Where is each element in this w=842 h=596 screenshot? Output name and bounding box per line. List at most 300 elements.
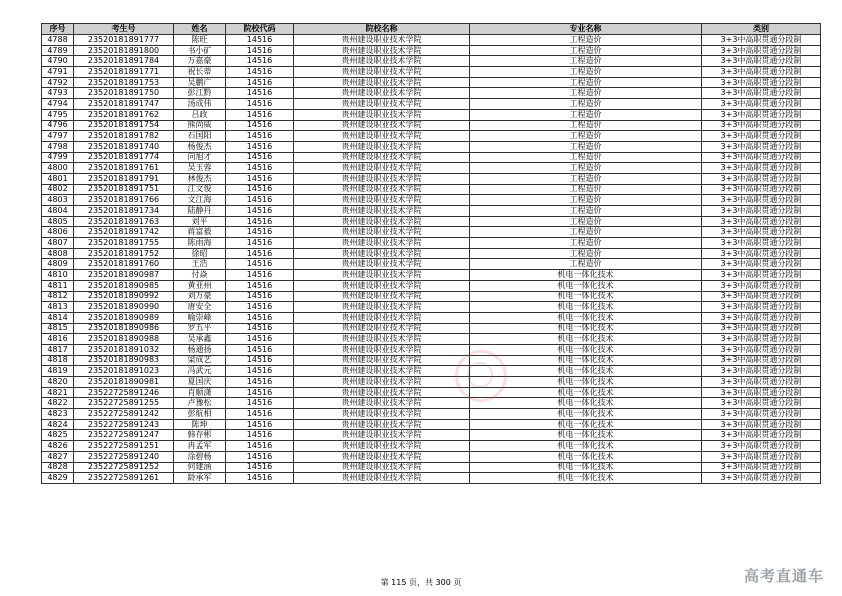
cell-category: 3+3中高职贯通分段制 [702, 206, 821, 217]
cell-major-name: 工程造价 [470, 163, 702, 174]
cell-seq: 4813 [42, 302, 74, 313]
cell-exam-id: 23522725891240 [74, 451, 174, 462]
cell-major-name: 工程造价 [470, 67, 702, 78]
cell-seq: 4799 [42, 152, 74, 163]
cell-school-name: 贵州建设职业技术学院 [294, 270, 470, 281]
cell-exam-id: 23522725891261 [74, 473, 174, 484]
cell-major-name: 机电一体化技术 [470, 280, 702, 291]
cell-school-name: 贵州建设职业技术学院 [294, 206, 470, 217]
cell-student-name: 卢豫松 [174, 398, 226, 409]
cell-student-name: 彭航相 [174, 409, 226, 420]
header-school-code: 院校代码 [226, 24, 294, 35]
cell-exam-id: 23520181891760 [74, 259, 174, 270]
cell-major-name: 机电一体化技术 [470, 409, 702, 420]
cell-school-code: 14516 [226, 473, 294, 484]
cell-school-code: 14516 [226, 259, 294, 270]
table-row [42, 323, 821, 334]
cell-major-name: 工程造价 [470, 259, 702, 270]
cell-student-name: 冉孟军 [174, 441, 226, 452]
cell-exam-id: 23520181891771 [74, 67, 174, 78]
cell-major-name: 工程造价 [470, 227, 702, 238]
cell-major-name: 工程造价 [470, 120, 702, 131]
cell-school-code: 14516 [226, 131, 294, 142]
cell-student-name: 陈旺 [174, 35, 226, 46]
cell-school-code: 14516 [226, 195, 294, 206]
cell-exam-id: 23520181891751 [74, 184, 174, 195]
table-row [42, 302, 821, 313]
cell-exam-id: 23520181890986 [74, 323, 174, 334]
cell-exam-id: 23522725891255 [74, 398, 174, 409]
cell-category: 3+3中高职贯通分段制 [702, 355, 821, 366]
cell-category: 3+3中高职贯通分段制 [702, 387, 821, 398]
cell-category: 3+3中高职贯通分段制 [702, 67, 821, 78]
table-row [42, 473, 821, 484]
table-row [42, 280, 821, 291]
cell-exam-id: 23520181891774 [74, 152, 174, 163]
cell-school-name: 贵州建设职业技术学院 [294, 131, 470, 142]
cell-school-name: 贵州建设职业技术学院 [294, 377, 470, 388]
cell-school-code: 14516 [226, 334, 294, 345]
cell-major-name: 工程造价 [470, 248, 702, 259]
cell-category: 3+3中高职贯通分段制 [702, 462, 821, 473]
cell-school-name: 贵州建设职业技术学院 [294, 45, 470, 56]
cell-student-name: 夏国庆 [174, 377, 226, 388]
table-row [42, 398, 821, 409]
cell-student-name: 杨俊杰 [174, 141, 226, 152]
cell-student-name: 梁成艺 [174, 355, 226, 366]
cell-category: 3+3中高职贯通分段制 [702, 270, 821, 281]
cell-category: 3+3中高职贯通分段制 [702, 35, 821, 46]
cell-major-name: 机电一体化技术 [470, 291, 702, 302]
cell-student-name: 向旭才 [174, 152, 226, 163]
cell-student-name: 韩存彬 [174, 430, 226, 441]
cell-school-name: 贵州建设职业技术学院 [294, 88, 470, 99]
cell-seq: 4823 [42, 409, 74, 420]
cell-school-name: 贵州建设职业技术学院 [294, 473, 470, 484]
cell-category: 3+3中高职贯通分段制 [702, 344, 821, 355]
cell-school-code: 14516 [226, 206, 294, 217]
cell-seq: 4817 [42, 344, 74, 355]
cell-seq: 4804 [42, 206, 74, 217]
cell-seq: 4789 [42, 45, 74, 56]
cell-school-code: 14516 [226, 173, 294, 184]
cell-category: 3+3中高职贯通分段制 [702, 430, 821, 441]
cell-seq: 4822 [42, 398, 74, 409]
cell-school-name: 贵州建设职业技术学院 [294, 227, 470, 238]
cell-exam-id: 23520181891800 [74, 45, 174, 56]
cell-school-name: 贵州建设职业技术学院 [294, 419, 470, 430]
cell-major-name: 工程造价 [470, 77, 702, 88]
cell-major-name: 机电一体化技术 [470, 398, 702, 409]
cell-school-code: 14516 [226, 355, 294, 366]
cell-exam-id: 23522725891246 [74, 387, 174, 398]
table-row [42, 312, 821, 323]
cell-student-name: 付焱 [174, 270, 226, 281]
cell-school-code: 14516 [226, 451, 294, 462]
table-header-row [42, 24, 821, 35]
cell-major-name: 工程造价 [470, 206, 702, 217]
cell-student-name: 吴承鑫 [174, 334, 226, 345]
cell-seq: 4805 [42, 216, 74, 227]
cell-major-name: 工程造价 [470, 195, 702, 206]
cell-exam-id: 23522725891251 [74, 441, 174, 452]
cell-student-name: 罗五平 [174, 323, 226, 334]
cell-school-code: 14516 [226, 387, 294, 398]
table-row [42, 227, 821, 238]
cell-seq: 4788 [42, 35, 74, 46]
cell-student-name: 林俊杰 [174, 173, 226, 184]
cell-major-name: 机电一体化技术 [470, 441, 702, 452]
cell-student-name: 吴玉蓉 [174, 163, 226, 174]
cell-student-name: 喻崇峰 [174, 312, 226, 323]
cell-seq: 4829 [42, 473, 74, 484]
cell-major-name: 工程造价 [470, 131, 702, 142]
cell-student-name: 吴鹏广 [174, 77, 226, 88]
cell-school-name: 贵州建设职业技术学院 [294, 366, 470, 377]
cell-school-name: 贵州建设职业技术学院 [294, 387, 470, 398]
cell-student-name: 汤成伟 [174, 99, 226, 110]
cell-seq: 4809 [42, 259, 74, 270]
cell-major-name: 机电一体化技术 [470, 451, 702, 462]
cell-school-name: 贵州建设职业技术学院 [294, 312, 470, 323]
cell-major-name: 机电一体化技术 [470, 366, 702, 377]
cell-seq: 4816 [42, 334, 74, 345]
cell-school-name: 贵州建设职业技术学院 [294, 173, 470, 184]
cell-major-name: 机电一体化技术 [470, 377, 702, 388]
table-row [42, 173, 821, 184]
cell-seq: 4812 [42, 291, 74, 302]
cell-school-name: 贵州建设职业技术学院 [294, 259, 470, 270]
cell-school-name: 贵州建设职业技术学院 [294, 120, 470, 131]
cell-seq: 4814 [42, 312, 74, 323]
cell-school-code: 14516 [226, 366, 294, 377]
table-row [42, 441, 821, 452]
cell-school-name: 贵州建设职业技术学院 [294, 152, 470, 163]
table-row [42, 56, 821, 67]
cell-category: 3+3中高职贯通分段制 [702, 377, 821, 388]
table-row [42, 355, 821, 366]
table-row [42, 195, 821, 206]
cell-exam-id: 23520181891747 [74, 99, 174, 110]
table-row [42, 270, 821, 281]
table-row [42, 152, 821, 163]
cell-category: 3+3中高职贯通分段制 [702, 323, 821, 334]
cell-school-code: 14516 [226, 270, 294, 281]
cell-exam-id: 23520181890992 [74, 291, 174, 302]
cell-seq: 4802 [42, 184, 74, 195]
cell-school-code: 14516 [226, 56, 294, 67]
table-row [42, 99, 821, 110]
cell-student-name: 冯武元 [174, 366, 226, 377]
cell-major-name: 机电一体化技术 [470, 387, 702, 398]
cell-exam-id: 23522725891247 [74, 430, 174, 441]
cell-school-name: 贵州建设职业技术学院 [294, 238, 470, 249]
cell-exam-id: 23520181891750 [74, 88, 174, 99]
cell-student-name: 蒋富毅 [174, 227, 226, 238]
cell-seq: 4801 [42, 173, 74, 184]
cell-school-code: 14516 [226, 227, 294, 238]
cell-student-name: 石国阳 [174, 131, 226, 142]
cell-seq: 4807 [42, 238, 74, 249]
cell-major-name: 工程造价 [470, 141, 702, 152]
cell-category: 3+3中高职贯通分段制 [702, 109, 821, 120]
cell-major-name: 工程造价 [470, 216, 702, 227]
table-row [42, 238, 821, 249]
cell-major-name: 工程造价 [470, 35, 702, 46]
table-row [42, 131, 821, 142]
cell-seq: 4808 [42, 248, 74, 259]
cell-exam-id: 23520181891791 [74, 173, 174, 184]
cell-student-name: 陆静丹 [174, 206, 226, 217]
cell-school-name: 贵州建设职业技术学院 [294, 216, 470, 227]
cell-major-name: 机电一体化技术 [470, 355, 702, 366]
cell-exam-id: 23520181890990 [74, 302, 174, 313]
cell-category: 3+3中高职贯通分段制 [702, 419, 821, 430]
cell-student-name: 龄承军 [174, 473, 226, 484]
cell-exam-id: 23520181890989 [74, 312, 174, 323]
cell-seq: 4825 [42, 430, 74, 441]
cell-school-code: 14516 [226, 109, 294, 120]
header-major: 专业名称 [470, 24, 702, 35]
cell-seq: 4798 [42, 141, 74, 152]
table-row [42, 88, 821, 99]
header-seq: 序号 [42, 24, 74, 35]
cell-student-name: 文江海 [174, 195, 226, 206]
cell-school-code: 14516 [226, 248, 294, 259]
watermark-seal [455, 350, 507, 402]
cell-category: 3+3中高职贯通分段制 [702, 259, 821, 270]
cell-school-code: 14516 [226, 377, 294, 388]
cell-student-name: 杨通扬 [174, 344, 226, 355]
cell-seq: 4821 [42, 387, 74, 398]
cell-seq: 4815 [42, 323, 74, 334]
cell-category: 3+3中高职贯通分段制 [702, 291, 821, 302]
cell-student-name: 书小矿 [174, 45, 226, 56]
cell-category: 3+3中高职贯通分段制 [702, 163, 821, 174]
cell-category: 3+3中高职贯通分段制 [702, 99, 821, 110]
cell-exam-id: 23522725891252 [74, 462, 174, 473]
header-exam-id: 考生号 [74, 24, 174, 35]
cell-school-code: 14516 [226, 409, 294, 420]
cell-student-name: 祝长蒂 [174, 67, 226, 78]
cell-school-name: 贵州建设职业技术学院 [294, 291, 470, 302]
cell-seq: 4793 [42, 88, 74, 99]
table-row [42, 419, 821, 430]
cell-student-name: 王浩 [174, 259, 226, 270]
cell-student-name: 彭江黔 [174, 88, 226, 99]
cell-student-name: 万嘉豪 [174, 56, 226, 67]
cell-school-name: 贵州建设职业技术学院 [294, 355, 470, 366]
cell-student-name: 吕政 [174, 109, 226, 120]
cell-exam-id: 23520181891777 [74, 35, 174, 46]
cell-exam-id: 23520181890987 [74, 270, 174, 281]
cell-student-name: 何建涵 [174, 462, 226, 473]
cell-category: 3+3中高职贯通分段制 [702, 120, 821, 131]
table-row [42, 184, 821, 195]
cell-seq: 4810 [42, 270, 74, 281]
cell-category: 3+3中高职贯通分段制 [702, 131, 821, 142]
cell-category: 3+3中高职贯通分段制 [702, 334, 821, 345]
cell-category: 3+3中高职贯通分段制 [702, 141, 821, 152]
table-row [42, 451, 821, 462]
cell-seq: 4819 [42, 366, 74, 377]
cell-school-code: 14516 [226, 184, 294, 195]
cell-category: 3+3中高职贯通分段制 [702, 56, 821, 67]
cell-exam-id: 23520181891782 [74, 131, 174, 142]
cell-exam-id: 23520181891740 [74, 141, 174, 152]
cell-school-code: 14516 [226, 35, 294, 46]
cell-student-name: 黄亚州 [174, 280, 226, 291]
brand-logo-text: 高考直通车 [743, 567, 824, 585]
table-row [42, 163, 821, 174]
table-row [42, 141, 821, 152]
cell-seq: 4826 [42, 441, 74, 452]
cell-major-name: 机电一体化技术 [470, 473, 702, 484]
cell-major-name: 工程造价 [470, 152, 702, 163]
cell-school-name: 贵州建设职业技术学院 [294, 462, 470, 473]
cell-school-code: 14516 [226, 441, 294, 452]
table-row [42, 206, 821, 217]
cell-school-code: 14516 [226, 291, 294, 302]
cell-major-name: 工程造价 [470, 109, 702, 120]
cell-school-code: 14516 [226, 141, 294, 152]
cell-school-name: 贵州建设职业技术学院 [294, 430, 470, 441]
cell-major-name: 机电一体化技术 [470, 312, 702, 323]
cell-exam-id: 23520181890983 [74, 355, 174, 366]
page-number: 第 115 页，共 300 页 [380, 578, 462, 587]
cell-school-code: 14516 [226, 312, 294, 323]
cell-exam-id: 23520181891753 [74, 77, 174, 88]
cell-exam-id: 23520181891755 [74, 238, 174, 249]
admission-roster-table [41, 23, 821, 484]
cell-major-name: 工程造价 [470, 45, 702, 56]
cell-exam-id: 23522725891243 [74, 419, 174, 430]
cell-school-name: 贵州建设职业技术学院 [294, 56, 470, 67]
cell-school-code: 14516 [226, 152, 294, 163]
cell-school-name: 贵州建设职业技术学院 [294, 409, 470, 420]
table-row [42, 35, 821, 46]
cell-seq: 4824 [42, 419, 74, 430]
table-body [42, 35, 821, 484]
cell-category: 3+3中高职贯通分段制 [702, 302, 821, 313]
cell-seq: 4827 [42, 451, 74, 462]
cell-category: 3+3中高职贯通分段制 [702, 409, 821, 420]
cell-category: 3+3中高职贯通分段制 [702, 184, 821, 195]
cell-exam-id: 23520181891752 [74, 248, 174, 259]
table-row [42, 109, 821, 120]
cell-school-code: 14516 [226, 77, 294, 88]
cell-major-name: 机电一体化技术 [470, 430, 702, 441]
header-category: 类别 [702, 24, 821, 35]
cell-seq: 4796 [42, 120, 74, 131]
cell-student-name: 徐昭 [174, 248, 226, 259]
cell-category: 3+3中高职贯通分段制 [702, 312, 821, 323]
cell-seq: 4794 [42, 99, 74, 110]
cell-student-name: 涂碧杨 [174, 451, 226, 462]
cell-seq: 4806 [42, 227, 74, 238]
cell-major-name: 工程造价 [470, 173, 702, 184]
cell-category: 3+3中高职贯通分段制 [702, 366, 821, 377]
cell-student-name: 肖顺潇 [174, 387, 226, 398]
cell-major-name: 工程造价 [470, 99, 702, 110]
cell-school-name: 贵州建设职业技术学院 [294, 109, 470, 120]
cell-exam-id: 23520181891734 [74, 206, 174, 217]
cell-student-name: 唐安全 [174, 302, 226, 313]
cell-category: 3+3中高职贯通分段制 [702, 280, 821, 291]
cell-student-name: 陈坤 [174, 419, 226, 430]
cell-major-name: 工程造价 [470, 88, 702, 99]
cell-category: 3+3中高职贯通分段制 [702, 451, 821, 462]
cell-major-name: 机电一体化技术 [470, 344, 702, 355]
cell-major-name: 机电一体化技术 [470, 323, 702, 334]
cell-major-name: 机电一体化技术 [470, 302, 702, 313]
cell-student-name: 刘平 [174, 216, 226, 227]
cell-school-name: 贵州建设职业技术学院 [294, 451, 470, 462]
cell-category: 3+3中高职贯通分段制 [702, 227, 821, 238]
cell-school-name: 贵州建设职业技术学院 [294, 77, 470, 88]
table-row [42, 377, 821, 388]
cell-exam-id: 23520181891784 [74, 56, 174, 67]
table-row [42, 120, 821, 131]
cell-school-name: 贵州建设职业技术学院 [294, 184, 470, 195]
cell-school-name: 贵州建设职业技术学院 [294, 163, 470, 174]
cell-exam-id: 23520181891742 [74, 227, 174, 238]
cell-school-code: 14516 [226, 419, 294, 430]
cell-major-name: 工程造价 [470, 184, 702, 195]
cell-school-code: 14516 [226, 430, 294, 441]
cell-school-name: 贵州建设职业技术学院 [294, 195, 470, 206]
cell-exam-id: 23520181890985 [74, 280, 174, 291]
cell-seq: 4818 [42, 355, 74, 366]
table-row [42, 344, 821, 355]
table-row [42, 430, 821, 441]
cell-school-name: 贵州建设职业技术学院 [294, 280, 470, 291]
table-row [42, 248, 821, 259]
cell-seq: 4792 [42, 77, 74, 88]
cell-category: 3+3中高职贯通分段制 [702, 195, 821, 206]
cell-school-name: 贵州建设职业技术学院 [294, 67, 470, 78]
cell-seq: 4803 [42, 195, 74, 206]
cell-school-name: 贵州建设职业技术学院 [294, 398, 470, 409]
cell-school-name: 贵州建设职业技术学院 [294, 334, 470, 345]
cell-category: 3+3中高职贯通分段制 [702, 152, 821, 163]
cell-student-name: 陈雨海 [174, 238, 226, 249]
cell-school-name: 贵州建设职业技术学院 [294, 302, 470, 313]
cell-exam-id: 23520181891763 [74, 216, 174, 227]
cell-seq: 4800 [42, 163, 74, 174]
cell-exam-id: 23520181891023 [74, 366, 174, 377]
cell-school-code: 14516 [226, 88, 294, 99]
cell-seq: 4820 [42, 377, 74, 388]
cell-category: 3+3中高职贯通分段制 [702, 398, 821, 409]
table-row [42, 409, 821, 420]
cell-student-name: 刘万豪 [174, 291, 226, 302]
cell-exam-id: 23520181891032 [74, 344, 174, 355]
cell-category: 3+3中高职贯通分段制 [702, 173, 821, 184]
cell-category: 3+3中高职贯通分段制 [702, 88, 821, 99]
cell-school-code: 14516 [226, 280, 294, 291]
cell-school-name: 贵州建设职业技术学院 [294, 99, 470, 110]
cell-school-code: 14516 [226, 323, 294, 334]
cell-exam-id: 23520181890981 [74, 377, 174, 388]
cell-school-code: 14516 [226, 216, 294, 227]
cell-exam-id: 23522725891242 [74, 409, 174, 420]
cell-school-code: 14516 [226, 302, 294, 313]
cell-major-name: 机电一体化技术 [470, 462, 702, 473]
cell-school-code: 14516 [226, 238, 294, 249]
cell-major-name: 机电一体化技术 [470, 270, 702, 281]
cell-category: 3+3中高职贯通分段制 [702, 238, 821, 249]
